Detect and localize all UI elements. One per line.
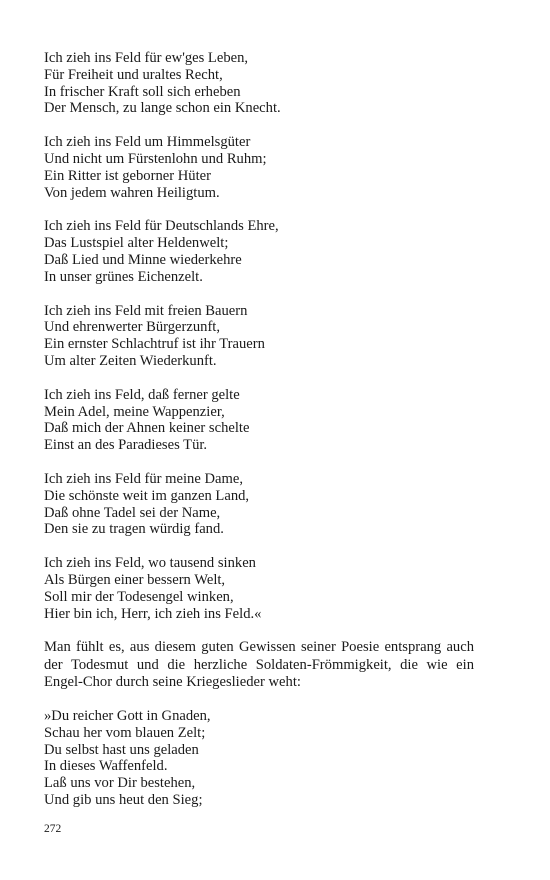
poem-line: Ich zieh ins Feld für Deutschlands Ehre,: [44, 218, 279, 235]
poem-line: Und nicht um Fürstenlohn und Ruhm;: [44, 150, 267, 167]
poem-line: Daß mich der Ahnen keiner schelte: [44, 420, 250, 437]
poem-line: Schau her vom blauen Zelt;: [44, 724, 206, 741]
poem-line: Und gib uns heut den Sieg;: [44, 791, 203, 808]
poem-line: Und ehrenwerter Bürgerzunft,: [44, 319, 221, 336]
poem-line: Hier bin ich, Herr, ich zieh ins Feld.«: [44, 605, 262, 622]
poem-line: Einst an des Paradieses Tür.: [44, 437, 208, 454]
poem-stanza-2: [44, 134, 474, 201]
poem-stanza-7: [44, 555, 474, 622]
poem-line: Soll mir der Todesengel winken,: [44, 588, 234, 605]
poem-line: Der Mensch, zu lange schon ein Knecht.: [44, 100, 281, 117]
poem-line: Ich zieh ins Feld um Himmelsgüter: [44, 134, 251, 151]
poem-line: Mein Adel, meine Wappenzier,: [44, 403, 225, 420]
poem-line: Den sie zu tragen würdig fand.: [44, 521, 224, 538]
poem-stanza-5: [44, 387, 474, 454]
poem-stanza-4: [44, 303, 474, 370]
poem-line: »Du reicher Gott in Gnaden,: [44, 707, 211, 724]
poem-line: Daß Lied und Minne wiederkehre: [44, 251, 242, 268]
page-number: 272: [44, 823, 62, 835]
poem-line: Daß ohne Tadel sei der Name,: [44, 504, 221, 521]
poem-line: Ich zieh ins Feld, wo tausend sinken: [44, 555, 256, 572]
poem-line: Ich zieh ins Feld mit freien Bauern: [44, 302, 248, 319]
poem-stanza-3: [44, 218, 474, 285]
poem-line: Ich zieh ins Feld für meine Dame,: [44, 470, 243, 487]
poem-line: Von jedem wahren Heiligtum.: [44, 184, 220, 201]
poem-stanza-1: [44, 50, 474, 117]
poem-line: Die schönste weit im ganzen Land,: [44, 487, 250, 504]
poem-line: In unser grünes Eichenzelt.: [44, 268, 203, 285]
poem-line: Das Lustspiel alter Heldenwelt;: [44, 235, 229, 252]
second-poem: [44, 708, 474, 809]
poem-line: Laß uns vor Dir bestehen,: [44, 775, 196, 792]
book-page: [44, 50, 474, 826]
poem-line: Als Bürgen einer bessern Welt,: [44, 571, 226, 588]
poem-line: Ein ernster Schlachtruf ist ihr Trauern: [44, 336, 265, 353]
poem-line: Du selbst hast uns geladen: [44, 741, 199, 758]
poem-line: Um alter Zeiten Wiederkunft.: [44, 352, 217, 369]
poem-line: Ich zieh ins Feld für ew'ges Leben,: [44, 50, 249, 66]
prose-paragraph: Man fühlt es, aus diesem guten Gewissen seiner Poesie entsprang auch der Todesmut und die herzliche Soldaten-Frömmigkeit, die wie ein Engel-Chor durch seine Kriegeslieder weht:: [44, 639, 474, 690]
poem-line: Ein Ritter ist geborner Hüter: [44, 167, 211, 184]
poem-line: In frischer Kraft soll sich erheben: [44, 83, 241, 100]
poem-line: Für Freiheit und uraltes Recht,: [44, 66, 223, 83]
poem-line: In dieses Waffenfeld.: [44, 758, 168, 775]
poem-stanza-6: [44, 471, 474, 538]
poem-line: Ich zieh ins Feld, daß ferner gelte: [44, 386, 240, 403]
